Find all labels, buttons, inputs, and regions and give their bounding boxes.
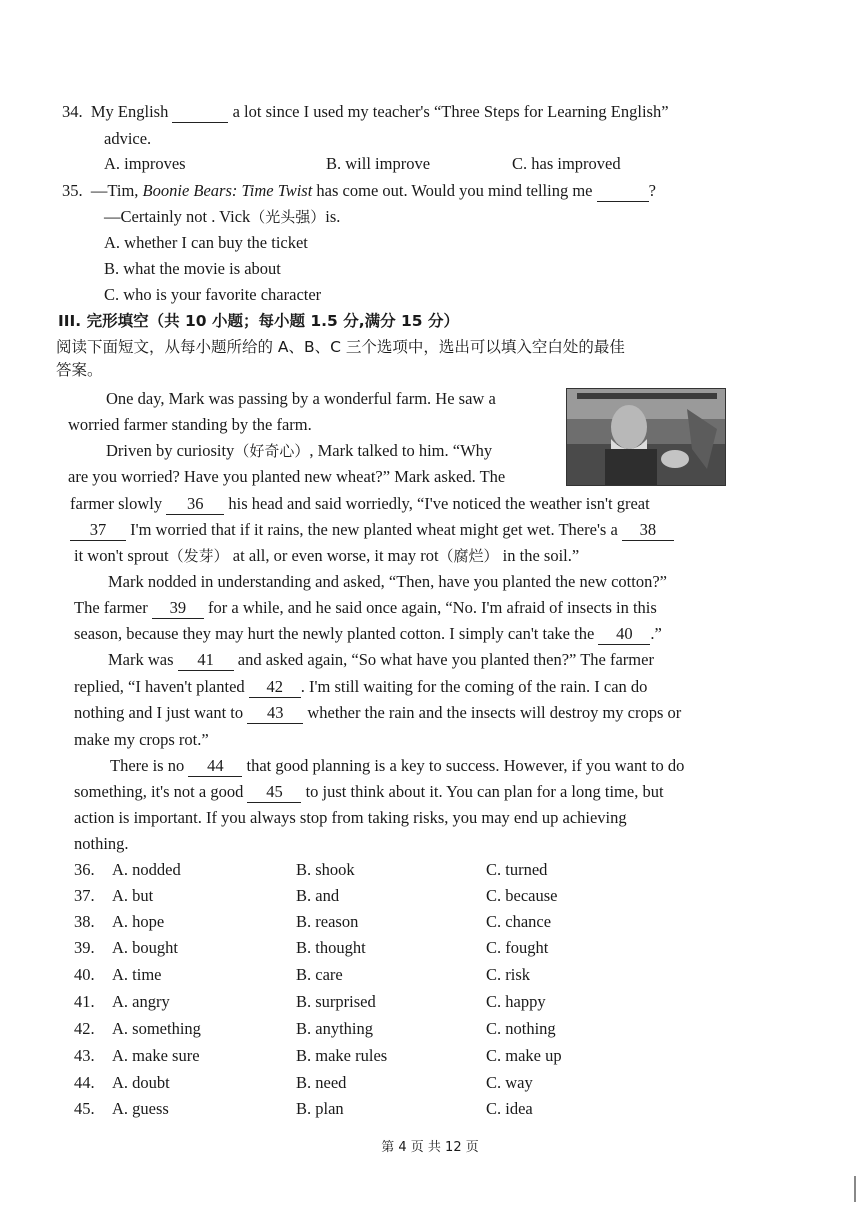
- question-number: 35.: [62, 181, 83, 200]
- passage-text: farmer slowly: [70, 494, 163, 513]
- passage-text: season, because they may hurt the newly planted cotton. I simply can't take the: [74, 624, 595, 643]
- option-question-number: 44.: [74, 1073, 95, 1092]
- option-a[interactable]: A. whether I can buy the ticket: [104, 233, 308, 252]
- question-34: [62, 102, 669, 123]
- blank-39[interactable]: 39: [152, 598, 204, 619]
- passage-text: something, it's not a good: [74, 782, 244, 801]
- passage-text: . I'm still waiting for the coming of the rain. I can do: [300, 677, 648, 696]
- option-question-number: 41.: [74, 992, 95, 1011]
- question-text: has come out. Would you mind telling me: [316, 181, 593, 200]
- blank-43[interactable]: 43: [247, 703, 303, 724]
- option-c[interactable]: C. idea: [486, 1099, 533, 1118]
- option-c[interactable]: C. nothing: [486, 1019, 556, 1038]
- question-text: ?: [648, 181, 656, 200]
- page-footer: 第 4 页 共 12 页: [381, 1140, 479, 1155]
- option-b[interactable]: B. thought: [296, 938, 366, 957]
- passage-text: There is no: [110, 756, 185, 775]
- option-c[interactable]: C. has improved: [512, 154, 621, 173]
- passage-line: [74, 782, 664, 803]
- passage-text: it won't sprout: [74, 546, 169, 565]
- option-c[interactable]: C. make up: [486, 1046, 562, 1065]
- passage-line: [74, 677, 647, 698]
- option-a[interactable]: A. improves: [104, 154, 186, 173]
- option-b[interactable]: B. anything: [296, 1019, 373, 1038]
- passage-text: that good planning is a key to success. However, if you want to do: [246, 756, 685, 775]
- option-question-number: 39.: [74, 938, 95, 957]
- option-c[interactable]: C. risk: [486, 965, 531, 984]
- question-35-reply: [104, 207, 340, 227]
- option-a[interactable]: A. angry: [112, 992, 170, 1011]
- option-b[interactable]: B. need: [296, 1073, 347, 1092]
- blank-44[interactable]: 44: [188, 756, 242, 777]
- section-instructions: 阅读下面短文，从每小题所给的 A、B、C 三个选项中，选出可以填入空白处的最佳: [56, 338, 625, 356]
- question-35: [62, 181, 656, 202]
- question-34-cont: advice.: [104, 129, 152, 148]
- option-a[interactable]: A. bought: [112, 938, 178, 957]
- option-question-number: 36.: [74, 860, 95, 879]
- option-c[interactable]: C. because: [486, 886, 558, 905]
- option-a[interactable]: A. hope: [112, 912, 165, 931]
- passage-text: nothing and I just want to: [74, 703, 244, 722]
- passage-text: replied, “I haven't planted: [74, 677, 245, 696]
- option-c[interactable]: C. way: [486, 1073, 533, 1092]
- passage-text: to just think about it. You can plan for a long time, but: [305, 782, 664, 801]
- option-c[interactable]: C. chance: [486, 912, 552, 931]
- passage-text: Mark was: [108, 650, 174, 669]
- option-question-number: 40.: [74, 965, 95, 984]
- passage-line: [106, 441, 492, 461]
- passage-line: [74, 598, 657, 619]
- option-c[interactable]: C. turned: [486, 860, 548, 879]
- blank-40[interactable]: 40: [598, 624, 650, 645]
- passage-line: [110, 756, 684, 777]
- option-c[interactable]: C. fought: [486, 938, 549, 957]
- option-b[interactable]: B. shook: [296, 860, 355, 879]
- passage-text: in the soil.”: [502, 546, 580, 565]
- answer-blank[interactable]: [172, 102, 228, 123]
- option-question-number: 45.: [74, 1099, 95, 1118]
- passage-text: for a while, and he said once again, “No. I'm afraid of insects in this: [208, 598, 657, 617]
- option-b[interactable]: B. what the movie is about: [104, 259, 281, 278]
- option-b[interactable]: B. reason: [296, 912, 359, 931]
- option-b[interactable]: B. will improve: [326, 154, 431, 173]
- option-question-number: 42.: [74, 1019, 95, 1038]
- passage-text: whether the rain and the insects will destroy my crops or: [307, 703, 682, 722]
- section-instructions-cont: 答案。: [56, 361, 103, 379]
- farmer-illustration: [566, 388, 726, 486]
- passage-line: [70, 520, 674, 541]
- option-question-number: 38.: [74, 912, 95, 931]
- blank-37[interactable]: 37: [70, 520, 126, 541]
- answer-blank[interactable]: [597, 181, 649, 202]
- section-heading: III. 完形填空（共 10 小题；每小题 1.5 分,满分 15 分）: [58, 312, 459, 330]
- reply-text: is.: [325, 207, 341, 226]
- passage-text: .”: [650, 624, 662, 643]
- question-text: a lot since I used my teacher's “Three Steps for Learning English”: [232, 102, 669, 121]
- passage-cn: （好奇心）: [234, 442, 310, 460]
- passage-line: [108, 650, 654, 671]
- passage-line: [74, 624, 662, 645]
- movie-title: Boonie Bears: Time Twist: [142, 181, 313, 200]
- question-text: —Tim,: [90, 181, 139, 200]
- passage-text: and asked again, “So what have you planted then?” The farmer: [237, 650, 654, 669]
- reply-cn: （光头强）: [250, 208, 326, 226]
- passage-text: , Mark talked to him. “Why: [309, 441, 493, 460]
- passage-line: [74, 546, 579, 566]
- option-a[interactable]: A. doubt: [112, 1073, 170, 1092]
- option-b[interactable]: B. surprised: [296, 992, 376, 1011]
- option-question-number: 43.: [74, 1046, 95, 1065]
- option-a[interactable]: A. nodded: [112, 860, 181, 879]
- option-b[interactable]: B. make rules: [296, 1046, 388, 1065]
- passage-line: make my crops rot.”: [74, 730, 209, 749]
- option-a[interactable]: A. make sure: [112, 1046, 200, 1065]
- option-a[interactable]: A. time: [112, 965, 162, 984]
- option-b[interactable]: B. care: [296, 965, 343, 984]
- passage-line: worried farmer standing by the farm.: [68, 415, 312, 434]
- passage-text: his head and said worriedly, “I've noticed the weather isn't great: [228, 494, 650, 513]
- passage-text: at all, or even worse, it may rot: [232, 546, 439, 565]
- option-a[interactable]: A. but: [112, 886, 154, 905]
- blank-45[interactable]: 45: [247, 782, 301, 803]
- passage-text: The farmer: [74, 598, 148, 617]
- option-b[interactable]: B. plan: [296, 1099, 344, 1118]
- blank-36[interactable]: 36: [166, 494, 224, 515]
- blank-38[interactable]: 38: [622, 520, 674, 541]
- question-text: My English: [90, 102, 169, 121]
- option-question-number: 37.: [74, 886, 95, 905]
- passage-cn: （发芽）: [168, 547, 229, 565]
- option-a[interactable]: A. something: [112, 1019, 201, 1038]
- option-b[interactable]: B. and: [296, 886, 340, 905]
- passage-line: are you worried? Have you planted new wheat?” Mark asked. The: [68, 467, 506, 486]
- passage-line: nothing.: [74, 834, 129, 853]
- passage-cn: （腐烂）: [438, 547, 499, 565]
- option-c[interactable]: C. who is your favorite character: [104, 285, 322, 304]
- passage-line: [70, 494, 650, 515]
- passage-line: One day, Mark was passing by a wonderful farm. He saw a: [106, 389, 496, 408]
- passage-text: I'm worried that if it rains, the new planted wheat might get wet. There's a: [130, 520, 618, 539]
- reply-text: —Certainly not . Vick: [104, 207, 251, 226]
- scan-edge-mark: [854, 1176, 856, 1202]
- option-a[interactable]: A. guess: [112, 1099, 169, 1118]
- passage-line: Mark nodded in understanding and asked, “Then, have you planted the new cotton?”: [108, 572, 667, 591]
- question-number: 34.: [62, 102, 83, 121]
- passage-text: Driven by curiosity: [106, 441, 235, 460]
- blank-42[interactable]: 42: [249, 677, 301, 698]
- option-c[interactable]: C. happy: [486, 992, 546, 1011]
- passage-line: [74, 703, 681, 724]
- blank-41[interactable]: 41: [178, 650, 234, 671]
- passage-line: action is important. If you always stop from taking risks, you may end up achieving: [74, 808, 627, 827]
